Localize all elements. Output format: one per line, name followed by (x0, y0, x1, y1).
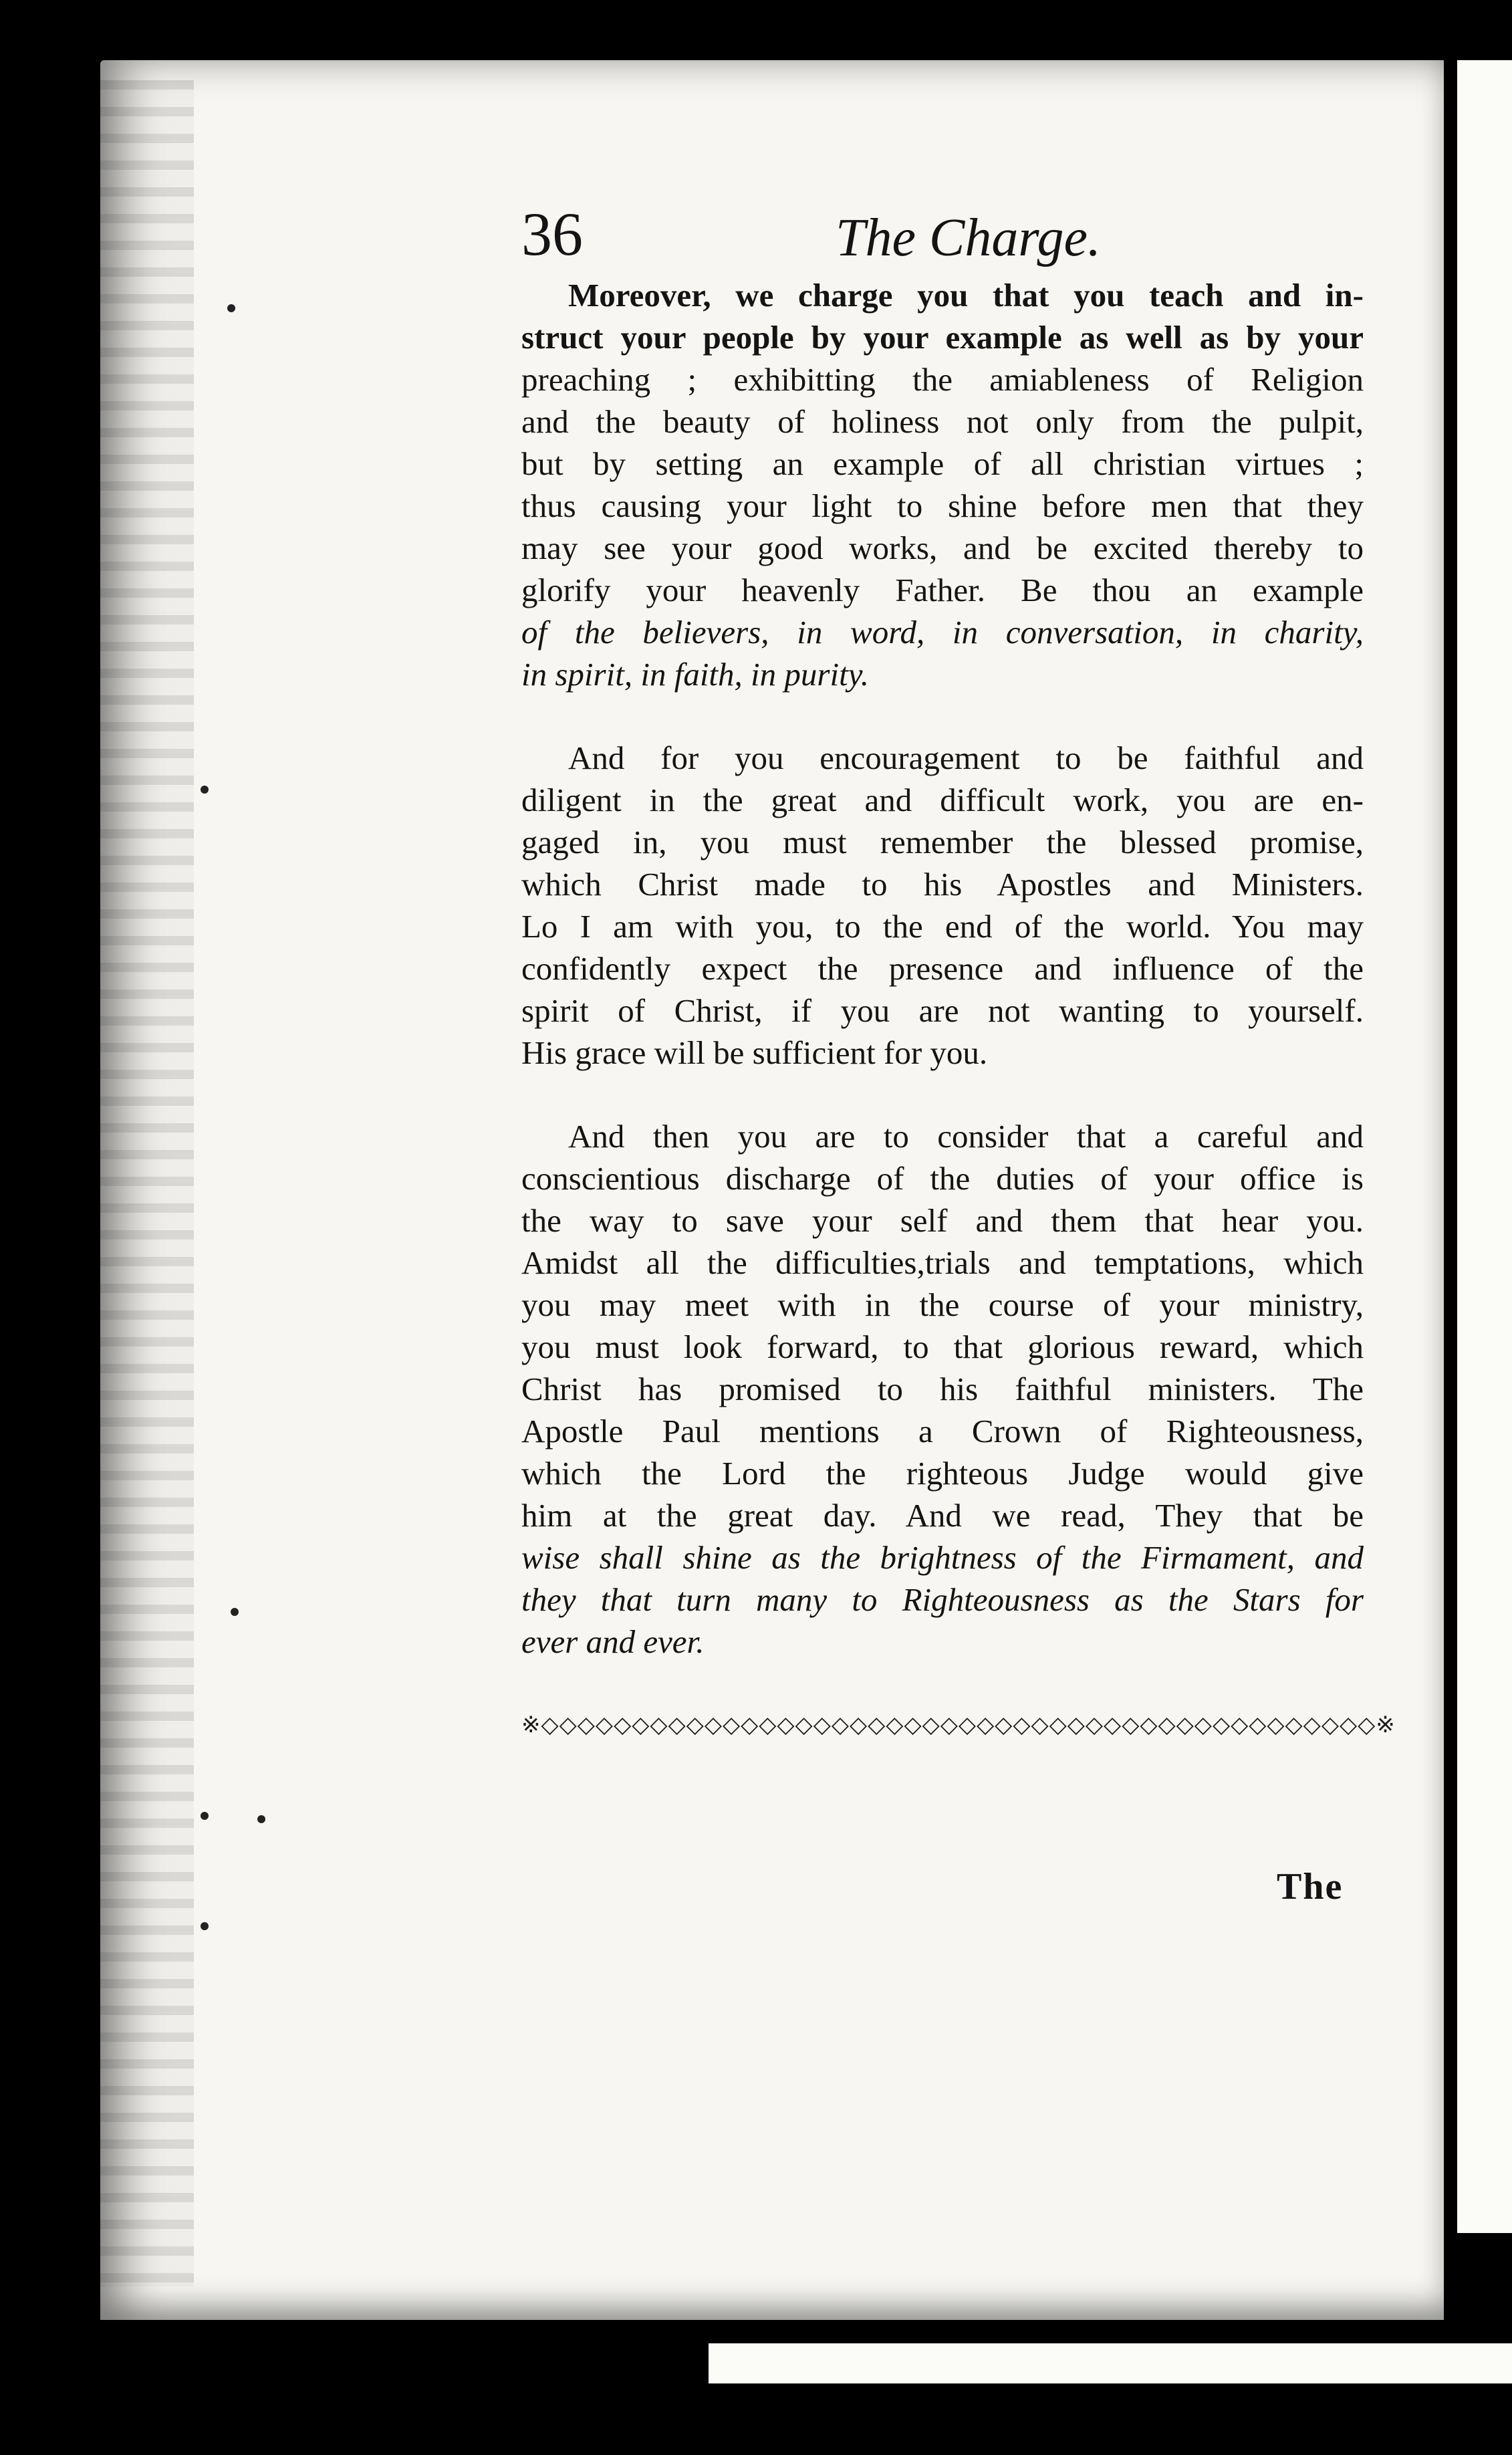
text-line: of the believers, in word, in conversation, in charity, (521, 614, 1364, 651)
adjacent-page-edge (1457, 60, 1512, 2233)
ornamental-rule: ※◇◇◇◇◇◇◇◇◇◇◇◇◇◇◇◇◇◇◇◇◇◇◇◇◇◇◇◇◇◇◇◇◇◇◇◇◇◇◇◇◇◇◇◇◇◇※ (521, 1712, 1396, 1738)
text-line: him at the great day. And we read, They that be (521, 1497, 1364, 1534)
text-line: diligent in the great and difficult work, you are en- (521, 782, 1364, 818)
running-title: The Charge. (836, 209, 1102, 267)
text-line: Amidst all the difficulties,trials and temptations, which (521, 1244, 1364, 1281)
text-line: but by setting an example of all christian virtues ; (521, 445, 1364, 482)
text-line: confidently expect the presence and influence of the (521, 950, 1364, 987)
ink-speck (201, 1922, 209, 1930)
ink-speck (231, 1608, 239, 1616)
text-line: they that turn many to Righteousness as the Stars for (521, 1581, 1364, 1618)
text-line: preaching ; exhibitting the amiableness of Religion (521, 361, 1364, 398)
text-line: you must look forward, to that glorious reward, which (521, 1328, 1364, 1365)
text-line: His grace will be sufficient for you. (521, 1034, 988, 1071)
text-line: struct your people by your example as well as by your (521, 319, 1364, 356)
text-line: wise shall shine as the brightness of the Firmament, and (521, 1539, 1364, 1576)
text-line: Lo I am with you, to the end of the world. You may (521, 908, 1364, 945)
text-line: And for you encouragement to be faithful and (568, 739, 1364, 776)
text-line: may see your good works, and be excited thereby to (521, 530, 1364, 566)
text-line: Moreover, we charge you that you teach and in- (568, 277, 1364, 314)
text-line: you may meet with in the course of your ministry, (521, 1286, 1364, 1323)
page-header (521, 201, 1364, 274)
text-block (521, 200, 1396, 1746)
paragraph-1 (521, 274, 1364, 695)
text-line: thus causing your light to shine before men that they (521, 487, 1364, 524)
text-line: ever and ever. (521, 1623, 705, 1660)
ink-speck (257, 1815, 265, 1823)
catchword: The (1277, 1866, 1344, 1907)
paper-strip-bottom (709, 2343, 1512, 2383)
text-line: glorify your heavenly Father. Be thou an example (521, 572, 1364, 608)
ink-speck (201, 786, 209, 794)
text-line: Apostle Paul mentions a Crown of Righteousness, (521, 1413, 1364, 1449)
ink-speck (201, 1812, 209, 1820)
text-line: Christ has promised to his faithful ministers. The (521, 1371, 1364, 1407)
text-line: spirit of Christ, if you are not wanting to yourself. (521, 992, 1364, 1029)
text-line: and the beauty of holiness not only from the pulpit, (521, 403, 1364, 440)
paragraph-2 (521, 737, 1364, 1074)
page-number: 36 (521, 200, 583, 268)
text-line: which Christ made to his Apostles and Ministers. (521, 866, 1364, 903)
text-line: conscientious discharge of the duties of your office is (521, 1160, 1364, 1197)
text-line: And then you are to consider that a careful and (568, 1118, 1364, 1155)
text-line: in spirit, in faith, in purity. (521, 656, 870, 693)
text-line: gaged in, you must remember the blessed promise, (521, 824, 1364, 860)
torn-left-margin (100, 80, 194, 2287)
text-line: the way to save your self and them that hear you. (521, 1202, 1364, 1239)
ink-speck (227, 304, 235, 312)
paragraph-3 (521, 1115, 1364, 1663)
text-line: which the Lord the righteous Judge would give (521, 1455, 1364, 1492)
